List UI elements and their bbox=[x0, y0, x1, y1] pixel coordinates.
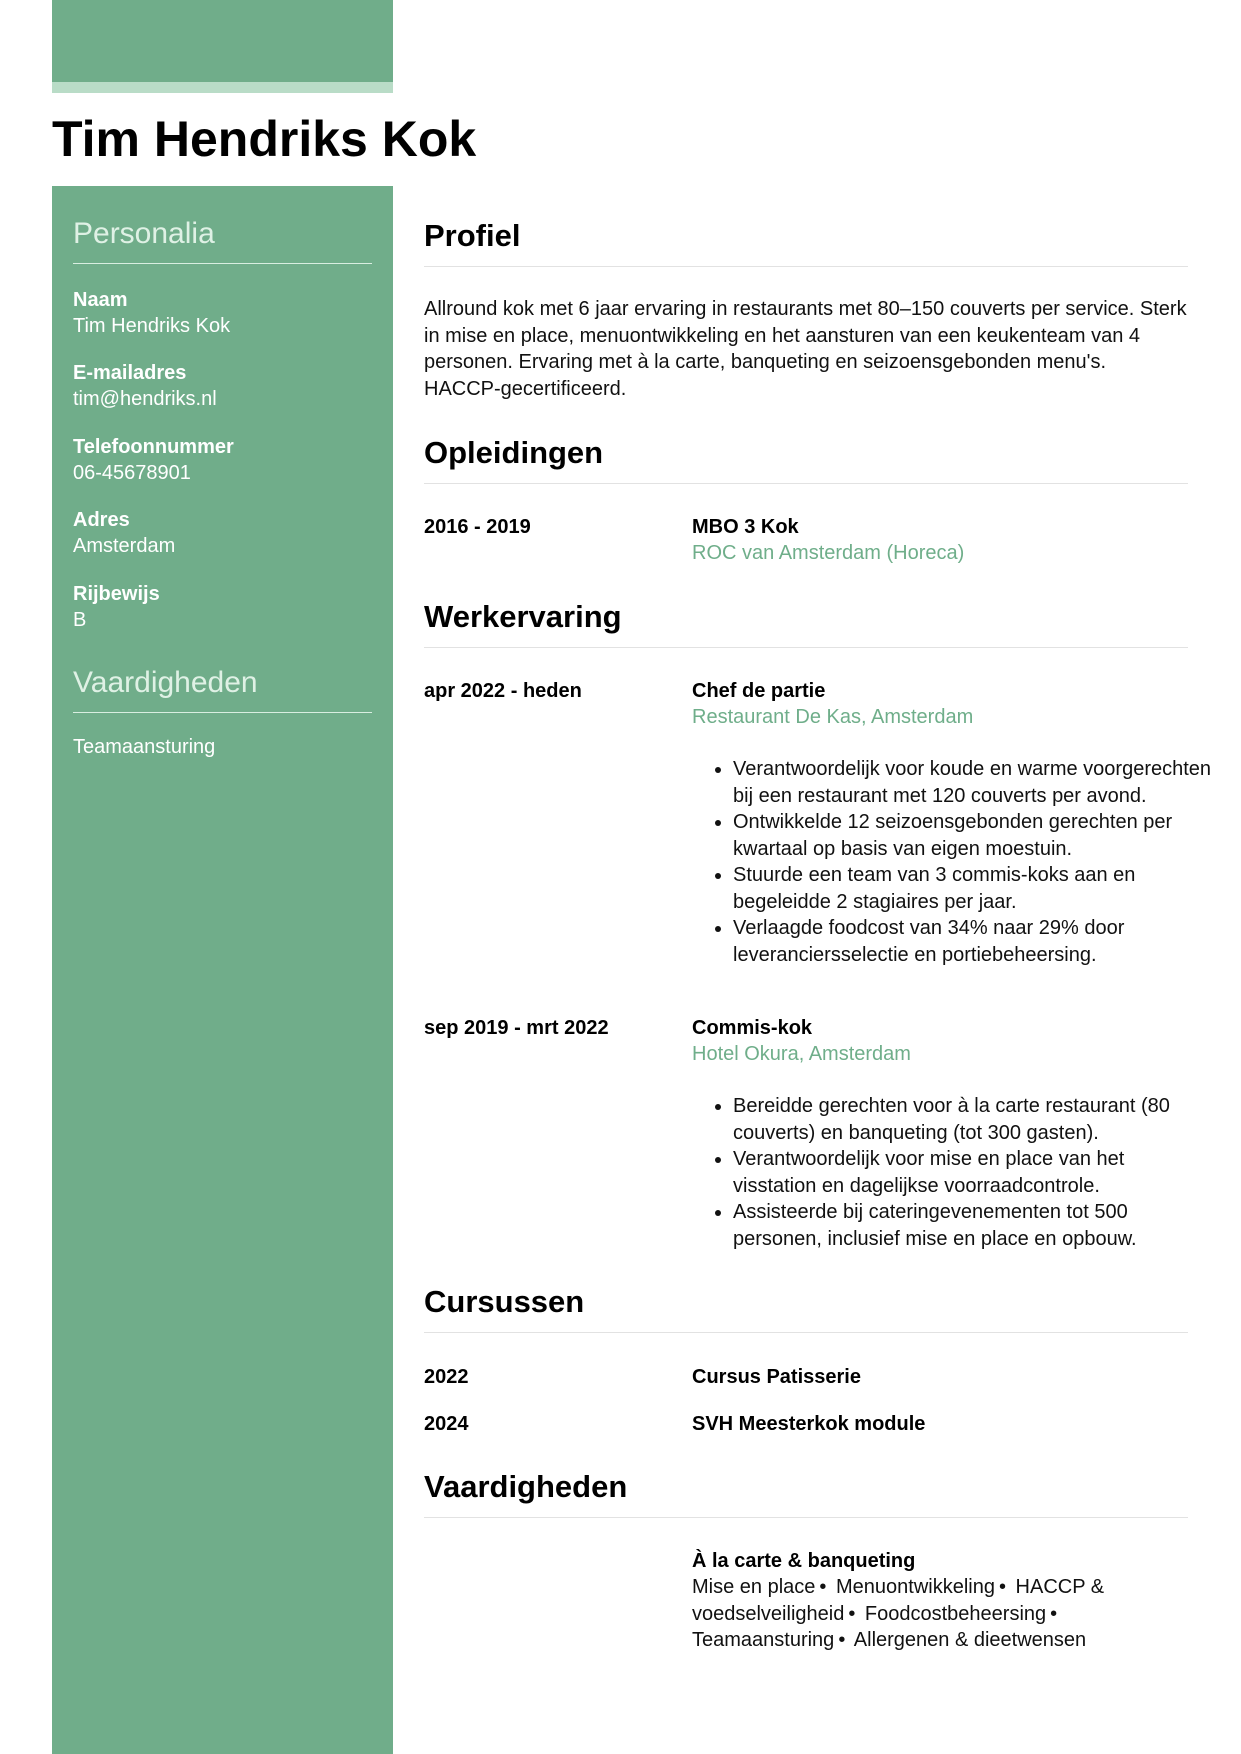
section-title-vaardigheden: Vaardigheden bbox=[424, 1468, 1188, 1518]
header-accent-stripe bbox=[52, 82, 393, 93]
job-bullets bbox=[692, 756, 1213, 968]
profile-text: Allround kok met 6 jaar ervaring in restaurants met 80–150 couverts per service. Sterk in mise en place, menuontwikkeling en het aansturen van een keukenteam van 4 personen. Ervaring met à la carte, banqueting en seizoensgebonden menu's. HACCP-gecertificeerd. bbox=[424, 298, 1187, 400]
course-title: SVH Meesterkok module bbox=[692, 1413, 926, 1435]
field-label-rijbewijs: Rijbewijs bbox=[73, 583, 160, 605]
skill-separator: • bbox=[1050, 1602, 1058, 1625]
field-value-rijbewijs: B bbox=[73, 609, 87, 631]
course-date: 2024 bbox=[424, 1413, 469, 1435]
skills-category: À la carte & banqueting bbox=[692, 1550, 916, 1572]
field-value-telefoon: 06-45678901 bbox=[73, 462, 191, 484]
job-employer: Restaurant De Kas, Amsterdam bbox=[692, 706, 974, 728]
field-value-email: tim@hendriks.nl bbox=[73, 388, 217, 410]
job-date: apr 2022 - heden bbox=[424, 680, 582, 702]
skill-separator: • bbox=[819, 1576, 827, 1598]
job-bullet: • Verantwoordelijk voor koude en warme voorgerechten bij een restaurant met 120 couverts per avond. bbox=[733, 756, 1213, 809]
job-bullet: • Stuurde een team van 3 commis-koks aan en begeleidde 2 stagiaires per jaar. bbox=[733, 862, 1213, 915]
field-label-email: E-mailadres bbox=[73, 362, 187, 384]
skill-item: Menuontwikkeling bbox=[835, 1576, 995, 1598]
skill-item: Allergenen & dieetwensen bbox=[853, 1629, 1087, 1651]
education-title: MBO 3 Kok bbox=[692, 516, 799, 538]
education-date: 2016 - 2019 bbox=[424, 516, 531, 538]
header-accent-bar bbox=[52, 0, 393, 82]
section-title-cursussen: Cursussen bbox=[424, 1283, 1188, 1333]
job-title: Chef de partie bbox=[692, 680, 826, 702]
field-value-naam: Tim Hendriks Kok bbox=[73, 315, 231, 337]
job-employer: Hotel Okura, Amsterdam bbox=[692, 1043, 911, 1065]
job-title: Commis-kok bbox=[692, 1017, 813, 1039]
section-title-werkervaring: Werkervaring bbox=[424, 598, 1188, 648]
course-date: 2022 bbox=[424, 1366, 469, 1388]
skills-block bbox=[692, 1548, 1162, 1654]
field-value-adres: Amsterdam bbox=[73, 535, 176, 557]
section-title-profiel: Profiel bbox=[424, 217, 1188, 267]
course-title: Cursus Patisserie bbox=[692, 1366, 861, 1388]
skill-separator: • bbox=[848, 1602, 856, 1625]
sidebar-skills-heading: Vaardigheden bbox=[73, 665, 372, 713]
skill-item: Mise en place bbox=[692, 1576, 816, 1598]
job-bullet: • Verlaagde foodcost van 34% naar 29% door leveranciersselectie en portiebeheersing. bbox=[733, 915, 1213, 968]
job-bullet: • Bereidde gerechten voor à la carte restaurant (80 couverts) en banqueting (tot 300 gasten). bbox=[733, 1093, 1213, 1146]
field-label-naam: Naam bbox=[73, 289, 128, 311]
skill-item: HACCP & voedselveiligheid bbox=[692, 1576, 1105, 1625]
skills-list bbox=[692, 1574, 1162, 1654]
field-label-telefoon: Telefoonnummer bbox=[73, 436, 234, 458]
job-date: sep 2019 - mrt 2022 bbox=[424, 1017, 609, 1039]
skill-separator: • bbox=[838, 1629, 846, 1651]
job-bullet: • Verantwoordelijk voor mise en place van het visstation en dagelijkse voorraadcontrole. bbox=[733, 1146, 1213, 1199]
job-bullet: • Assisteerde bij cateringevenementen tot 500 personen, inclusief mise en place en opbouw. bbox=[733, 1199, 1213, 1252]
sidebar bbox=[52, 186, 393, 1754]
field-label-adres: Adres bbox=[73, 509, 130, 531]
personalia-heading: Personalia bbox=[73, 216, 372, 264]
skill-item: Teamaansturing bbox=[692, 1629, 835, 1651]
section-title-opleidingen: Opleidingen bbox=[424, 434, 1188, 484]
job-bullet: • Ontwikkelde 12 seizoensgebonden gerechten per kwartaal op basis van eigen moestuin. bbox=[733, 809, 1213, 862]
job-bullets bbox=[692, 1093, 1213, 1252]
skill-item: Foodcostbeheersing bbox=[864, 1602, 1047, 1625]
candidate-name: Tim Hendriks Kok bbox=[52, 111, 477, 167]
sidebar-skill-item: Teamaansturing bbox=[73, 736, 216, 758]
education-school: ROC van Amsterdam (Horeca) bbox=[692, 542, 965, 564]
skill-separator: • bbox=[998, 1576, 1006, 1598]
